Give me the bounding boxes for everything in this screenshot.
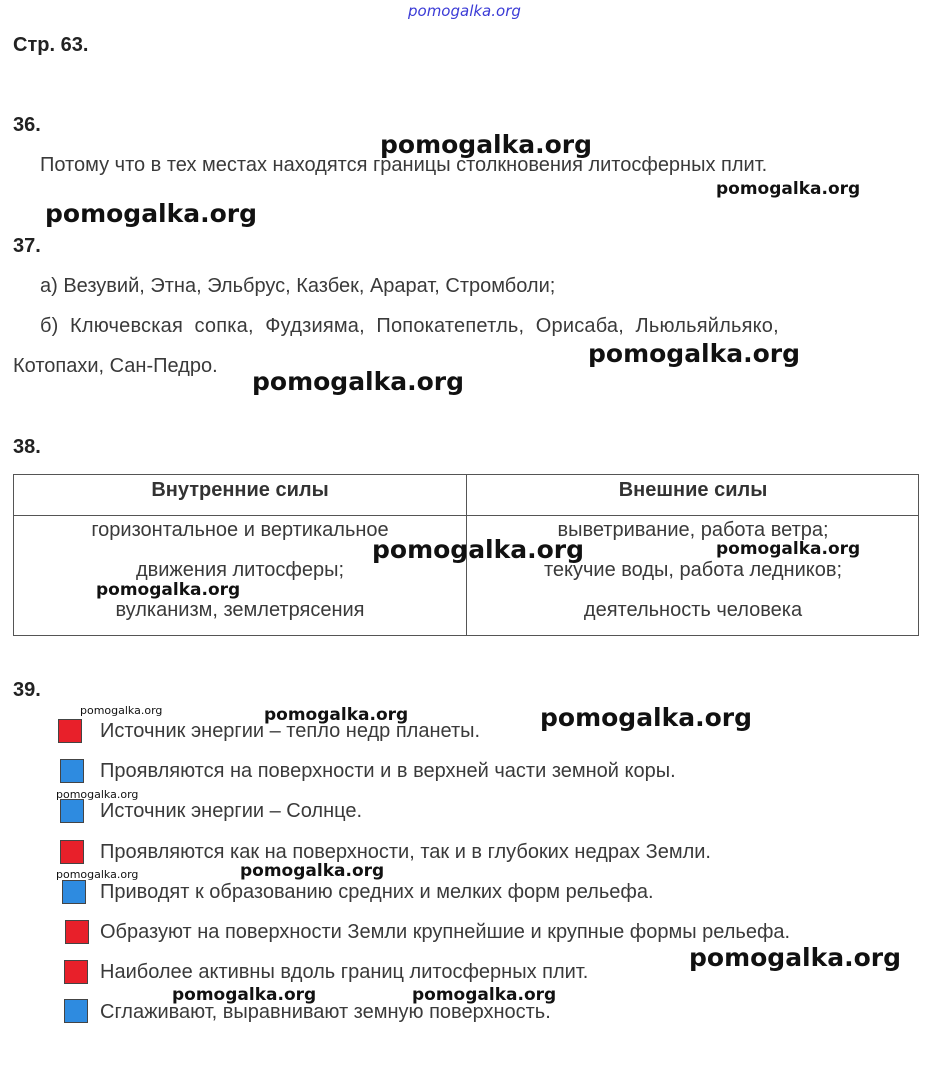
q39-item: Источник энергии – Солнце. — [100, 800, 363, 822]
red-square-marker — [60, 840, 84, 864]
watermark: pomogalka.org — [80, 704, 163, 717]
watermark: pomogalka.org — [540, 703, 753, 732]
internal-line: движения литосферы; — [135, 559, 345, 581]
watermark: pomogalka.org — [588, 339, 801, 368]
table-header-internal: Внутренние силы — [151, 479, 329, 501]
q39-number: 39. — [13, 679, 41, 701]
q39-item: Образуют на поверхности Земли крупнейшие и крупные формы рельефа. — [100, 921, 791, 943]
blue-square-marker — [62, 880, 86, 904]
red-square-marker — [65, 920, 89, 944]
watermark: pomogalka.org — [240, 861, 385, 881]
red-square-marker — [64, 960, 88, 984]
watermark: pomogalka.org — [172, 985, 317, 1005]
q36-number: 36. — [13, 114, 41, 136]
watermark: pomogalka.org — [264, 705, 409, 725]
table-header-external: Внешние силы — [618, 479, 768, 501]
q39-item: Источник энергии – тепло недр планеты. — [100, 720, 481, 742]
watermark: pomogalka.org — [716, 179, 861, 199]
q37-line-a: а) Везувий, Этна, Эльбрус, Казбек, Арарат, Стромболи; — [40, 275, 556, 297]
internal-line: вулканизм, землетрясения — [115, 599, 365, 621]
q36-answer: Потому что в тех местах находятся границы столкновения литосферных плит. — [40, 154, 768, 176]
q37-line-b2: Котопахи, Сан-Педро. — [13, 355, 218, 377]
watermark: pomogalka.org — [689, 943, 902, 972]
q38-number: 38. — [13, 436, 41, 458]
red-square-marker — [58, 719, 82, 743]
watermark: pomogalka.org — [380, 130, 593, 159]
page-label: Стр. 63. — [13, 34, 89, 56]
watermark: pomogalka.org — [45, 199, 258, 228]
internal-line: горизонтальное и вертикальное — [91, 519, 389, 541]
external-line: деятельность человека — [583, 599, 803, 621]
table-cell-internal — [14, 510, 466, 630]
watermark: pomogalka.org — [372, 535, 585, 564]
q39-item: Сглаживают, выравнивают земную поверхность. — [100, 1001, 551, 1023]
q39-item: Проявляются как на поверхности, так и в глубоких недрах Земли. — [100, 841, 711, 863]
q37-number: 37. — [13, 235, 41, 257]
external-line: выветривание, работа ветра; — [557, 519, 829, 541]
blue-square-marker — [60, 759, 84, 783]
table-cell-external — [467, 510, 919, 630]
external-line: текучие воды, работа ледников; — [543, 559, 843, 581]
q37-line-b1: б) Ключевская сопка, Фудзияма, Попокатепетль, Орисаба, Льюльяйльяко, — [40, 315, 779, 337]
blue-square-marker — [64, 999, 88, 1023]
watermark: pomogalka.org — [56, 868, 139, 881]
watermark-top: pomogalka.org — [408, 2, 521, 20]
watermark: pomogalka.org — [412, 985, 557, 1005]
q39-item: Проявляются на поверхности и в верхней части земной коры. — [100, 760, 676, 782]
q39-item: Наиболее активны вдоль границ литосферных плит. — [100, 961, 589, 983]
blue-square-marker — [60, 799, 84, 823]
watermark: pomogalka.org — [96, 580, 241, 600]
q39-item: Приводят к образованию средних и мелких форм рельефа. — [100, 881, 654, 903]
watermark: pomogalka.org — [716, 539, 861, 559]
watermark: pomogalka.org — [252, 367, 465, 396]
watermark: pomogalka.org — [56, 788, 139, 801]
